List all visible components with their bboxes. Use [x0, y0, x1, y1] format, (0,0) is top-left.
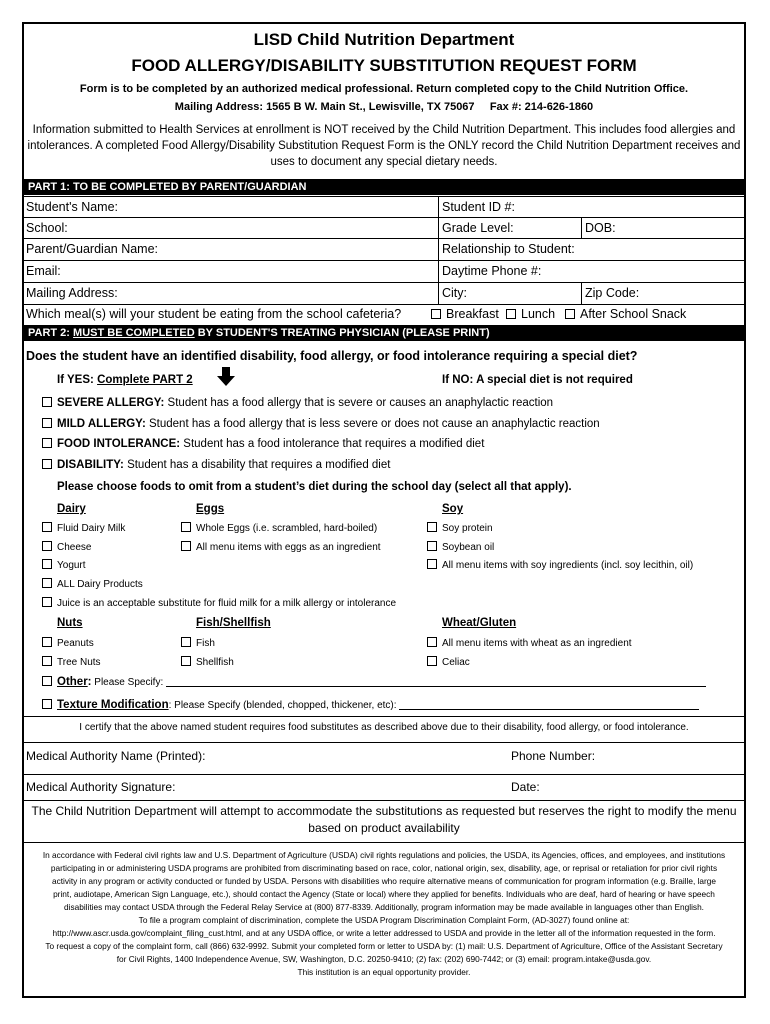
yogurt-checkbox[interactable] [42, 559, 52, 569]
mailing-info [24, 99, 744, 116]
breakfast-checkbox[interactable] [431, 309, 441, 319]
celiac-checkbox[interactable] [427, 656, 437, 666]
parent-name-field[interactable]: Parent/Guardian Name: [26, 242, 159, 256]
tree-nuts-checkbox[interactable] [42, 656, 52, 666]
request-form [22, 22, 746, 998]
breakfast-option[interactable] [431, 304, 499, 324]
lunch-checkbox[interactable] [506, 309, 516, 319]
school-field[interactable]: School: [26, 221, 68, 235]
student-id-field[interactable]: Student ID #: [442, 200, 515, 214]
date-field[interactable]: Date: [511, 780, 540, 794]
if-no-text: If NO: A special diet is not required [442, 374, 633, 386]
peanuts-option[interactable]: Peanuts [42, 637, 94, 649]
grade-level-field[interactable]: Grade Level: [442, 221, 514, 235]
wheat-items-option[interactable]: All menu items with wheat as an ingredient [427, 637, 632, 649]
egg-items-option[interactable]: All menu items with eggs as an ingredient [181, 541, 381, 553]
soy-items-checkbox[interactable] [427, 559, 437, 569]
lunch-option[interactable] [506, 304, 555, 324]
mailing-address: Mailing Address: 1565 B W. Main St., Lewisville, TX 75067 [174, 101, 475, 113]
snack-label: After School Snack [580, 307, 687, 321]
shellfish-option[interactable]: Shellfish [181, 656, 234, 668]
fluid-milk-option[interactable]: Fluid Dairy Milk [42, 522, 125, 534]
food-intolerance-option[interactable]: FOOD INTOLERANCE: Student has a food intolerance that requires a modified diet [42, 438, 484, 450]
soy-protein-checkbox[interactable] [427, 522, 437, 532]
accommodate-text: The Child Nutrition Department will attempt to accommodate the substitutions as requested but reserves the right to modify the menu based on product availability [31, 804, 737, 835]
snack-option[interactable] [565, 304, 686, 324]
shellfish-checkbox[interactable] [181, 656, 191, 666]
arrow-down-icon [216, 367, 236, 387]
disability-checkbox[interactable] [42, 459, 52, 469]
department-title: LISD Child Nutrition Department [253, 30, 515, 49]
mild-allergy-option[interactable]: MILD ALLERGY: Student has a food allergy that is less severe or does not cause an anaphylactic reaction [42, 418, 600, 430]
juice-checkbox[interactable] [42, 597, 52, 607]
fluid-milk-checkbox[interactable] [42, 522, 52, 532]
whole-eggs-checkbox[interactable] [181, 522, 191, 532]
soy-protein-option[interactable]: Soy protein [427, 522, 493, 534]
all-dairy-checkbox[interactable] [42, 578, 52, 588]
if-yes-text: If YES: Complete PART 2 [57, 374, 193, 386]
choose-foods-text: Please choose foods to omit from a student’s diet during the school day (select all that apply). [57, 481, 572, 493]
breakfast-label: Breakfast [446, 307, 499, 321]
wheat-items-checkbox[interactable] [427, 637, 437, 647]
email-field[interactable]: Email: [26, 264, 61, 278]
part2-header: PART 2: MUST BE COMPLETED BY STUDENT'S TREATING PHYSICIAN (PLEASE PRINT) [24, 325, 744, 341]
soy-items-option[interactable]: All menu items with soy ingredients (incl. soy lecithin, oil) [427, 559, 693, 571]
food-intolerance-checkbox[interactable] [42, 438, 52, 448]
mailing-address-field[interactable]: Mailing Address: [26, 286, 118, 300]
wheat-heading: Wheat/Gluten [442, 617, 517, 629]
nondiscrimination-statement: In accordance with Federal civil rights law and U.S. Department of Agriculture (USDA) civil rights regulations and policies, the USDA, its Agencies, offices, and employees, and institutions participating in or administering USDA programs are prohibited from discriminating based on race, color, national origin, sex, disability, age, or reprisal or retaliation for prior civil rights activity in any program or activity conducted or funded by USDA. Persons with disabilities who require alternative means of communication for program information (e.g. Braille, large print, audiotape, American Sign Language, etc.), should contact the Agency (State or local) where they applied for benefits. Individuals who are deaf, hard of hearing or have speech disabilities may contact USDA through the Federal Relay Service at (800) 877-8339. Additionally, program information may be made available in languages other than English. To file a program complaint of discrimination, complete the USDA Program Discrimination Complaint Form, (AD-3027) found online at: http://www.ascr.usda.gov/complaint_filing_cust.html, and at any USDA office, or write a letter addressed to USDA and provide in the letter all of the information requested in the form. To request a copy of the complaint form, call (866) 632-9992. Submit your completed form or letter to USDA by: (1) mail: U.S. Department of Agriculture, Office of the Assistant Secretary for Civil Rights, 1400 Independence Avenue, SW, Washington, D.C. 20250-9410; (2) fax: (202) 690-7442; or (3) email: program.intake@usda.gov. This institution is an equal opportunity provider. [42, 850, 726, 977]
soybean-oil-checkbox[interactable] [427, 541, 437, 551]
tree-nuts-option[interactable]: Tree Nuts [42, 656, 101, 668]
cheese-option[interactable]: Cheese [42, 541, 91, 553]
peanuts-checkbox[interactable] [42, 637, 52, 647]
celiac-option[interactable]: Celiac [427, 656, 470, 668]
other-checkbox[interactable] [42, 676, 52, 686]
snack-checkbox[interactable] [565, 309, 575, 319]
other-specify-line[interactable] [166, 686, 706, 687]
certify-text: I certify that the above named student requires food substitutes as described above due to their disability, food allergy, or food intolerance. [79, 722, 689, 733]
info-paragraph: Information submitted to Health Services at enrollment is NOT received by the Child Nutrition Department. This includes food allergies and intolerances. A completed Food Allergy/Disability Substitution Request Form is the ONLY record the Child Nutrition Department receives and uses to document any special dietary needs. [27, 124, 741, 168]
mild-allergy-checkbox[interactable] [42, 418, 52, 428]
fish-shellfish-heading: Fish/Shellfish [196, 617, 271, 629]
phone-number-field[interactable]: Phone Number: [511, 749, 596, 763]
zip-code-field[interactable]: Zip Code: [585, 286, 640, 300]
yogurt-option[interactable]: Yogurt [42, 559, 86, 571]
egg-items-checkbox[interactable] [181, 541, 191, 551]
other-option[interactable]: Other: Please Specify: [42, 676, 706, 688]
meals-question: Which meal(s) will your student be eating from the school cafeteria? [26, 307, 402, 321]
dairy-heading: Dairy [57, 503, 86, 515]
fish-checkbox[interactable] [181, 637, 191, 647]
texture-option[interactable]: Texture Modification: Please Specify (blended, chopped, thickener, etc): [42, 699, 699, 711]
student-name-field[interactable]: Student's Name: [26, 200, 119, 214]
texture-checkbox[interactable] [42, 699, 52, 709]
part1-header: PART 1: TO BE COMPLETED BY PARENT/GUARDIAN [24, 179, 744, 195]
dob-field[interactable]: DOB: [585, 221, 616, 235]
fax-number: Fax #: 214-626-1860 [489, 101, 594, 113]
daytime-phone-field[interactable]: Daytime Phone #: [442, 264, 542, 278]
cheese-checkbox[interactable] [42, 541, 52, 551]
all-dairy-option[interactable]: ALL Dairy Products [42, 578, 143, 590]
soybean-oil-option[interactable]: Soybean oil [427, 541, 494, 553]
lunch-label: Lunch [521, 307, 556, 321]
texture-specify-line[interactable] [399, 709, 699, 710]
severe-allergy-checkbox[interactable] [42, 397, 52, 407]
whole-eggs-option[interactable]: Whole Eggs (i.e. scrambled, hard-boiled) [181, 522, 377, 534]
fish-option[interactable]: Fish [181, 637, 215, 649]
severe-allergy-option[interactable]: SEVERE ALLERGY: Student has a food allergy that is severe or causes an anaphylactic reaction [42, 397, 553, 409]
diet-question: Does the student have an identified disability, food allergy, or food intolerance requiring a special diet? [26, 349, 638, 363]
relationship-field[interactable]: Relationship to Student: [442, 242, 575, 256]
medical-signature-field[interactable]: Medical Authority Signature: [26, 780, 176, 794]
soy-heading: Soy [442, 503, 464, 515]
disability-option[interactable]: DISABILITY: Student has a disability that requires a modified diet [42, 459, 390, 471]
medical-name-field[interactable]: Medical Authority Name (Printed): [26, 749, 206, 763]
juice-option[interactable]: Juice is an acceptable substitute for fluid milk for a milk allergy or intolerance [42, 597, 396, 609]
form-title: FOOD ALLERGY/DISABILITY SUBSTITUTION REQUEST FORM [131, 56, 637, 75]
nuts-heading: Nuts [57, 617, 83, 629]
instruction-text: Form is to be completed by an authorized medical professional. Return completed copy to the Child Nutrition Office. [79, 83, 689, 95]
eggs-heading: Eggs [196, 503, 225, 515]
city-field[interactable]: City: [442, 286, 467, 300]
